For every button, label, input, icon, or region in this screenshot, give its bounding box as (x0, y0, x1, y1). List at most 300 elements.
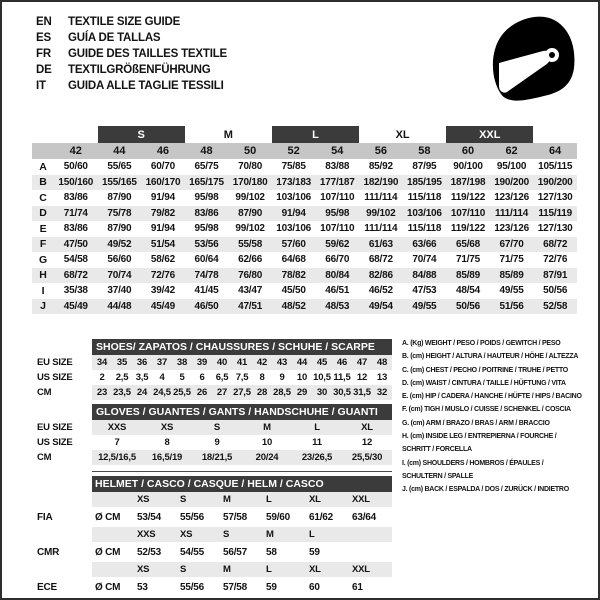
measurement-row-e (32, 221, 577, 237)
size-value: 10,5 (313, 372, 331, 383)
size-value: 103/106 (276, 192, 312, 204)
size-value: 30 (312, 385, 332, 400)
size-value: 177/187 (315, 175, 359, 191)
size-number: 42 (54, 143, 98, 159)
legend-item: SCHULTERN / SPALLE (402, 472, 474, 480)
size-number: 64 (533, 143, 577, 159)
legend-item: B. (cm) HEIGHT / ALTURA / HAUTEUR / HÖHE / ALTEZZA (402, 353, 579, 361)
size-value: 46 (332, 355, 352, 370)
size-value: 9 (214, 437, 220, 448)
helmet-size-value: 59/60 (266, 511, 291, 523)
language-title: GUIDA ALLE TAGLIE TESSILI (68, 80, 224, 92)
size-value: 16,5/19 (142, 450, 192, 465)
helmet-sizes-row (37, 527, 392, 542)
size-value: 46/52 (368, 285, 393, 297)
size-value: 99/102 (359, 206, 403, 222)
helmet-size-label: XXS (134, 527, 177, 542)
size-value: 80/84 (315, 268, 359, 284)
size-value: 127/130 (537, 192, 573, 204)
helmet-size-value: 52/53 (137, 546, 162, 558)
spacer-cell (533, 126, 577, 143)
helmet-size-label: XL (306, 562, 349, 577)
size-value: 48 (372, 355, 392, 370)
helmet-size-value: 56/57 (223, 546, 248, 558)
size-value: 47 (352, 355, 372, 370)
size-number: 52 (272, 143, 316, 159)
size-value: 160/170 (141, 175, 185, 191)
size-value: 111/114 (364, 192, 398, 204)
measurement-row-i (32, 283, 577, 299)
size-value: 32 (372, 385, 392, 400)
size-value: 46/50 (185, 299, 229, 315)
size-value: 91/94 (150, 223, 175, 235)
diameter-unit: Ø CM (95, 581, 121, 593)
size-value: 28,5 (273, 387, 291, 398)
size-value: 45/50 (281, 285, 306, 297)
size-value: 83/86 (63, 223, 88, 235)
size-value: 31,5 (353, 387, 371, 398)
size-value: 53/56 (185, 237, 229, 253)
gloves-row-us (37, 435, 392, 450)
helmet-size-label: L (263, 562, 306, 577)
size-value: 45/49 (141, 299, 185, 315)
language-code: DE (36, 64, 52, 76)
size-value: 34 (92, 355, 112, 370)
size-value: 119/122 (450, 223, 486, 235)
helmet-row-ece (37, 577, 392, 597)
size-value: 62/66 (238, 254, 263, 266)
standard-label: CMR (37, 546, 60, 558)
size-number: 46 (141, 143, 185, 159)
measurement-row-f (32, 237, 577, 253)
size-value: 25,5 (173, 387, 191, 398)
helmet-icon (486, 6, 578, 110)
spacer-cell (37, 476, 92, 492)
size-value: 43 (272, 355, 292, 370)
spacer-cell (37, 527, 92, 542)
helmet-size-label: M (220, 492, 263, 507)
helmet-title-row (37, 476, 392, 492)
legend-item: D. (cm) WAIST / CINTURA / TAILLE / HÜFTUNG / VITA (402, 379, 566, 387)
gloves-row-cm (37, 450, 392, 465)
size-number: 54 (315, 143, 359, 159)
size-value: 99/102 (235, 223, 265, 235)
diameter-unit: Ø CM (95, 546, 121, 558)
visor-pivot-center (549, 52, 555, 58)
gloves-row-eu (37, 420, 392, 435)
size-value: 39 (192, 355, 212, 370)
size-value: 9 (279, 372, 285, 383)
size-value: 49/55 (403, 299, 447, 315)
helmet-size-value: 63/64 (352, 511, 377, 523)
size-group-label: M (223, 128, 233, 141)
size-group-row (32, 126, 577, 143)
size-value: 65/75 (194, 161, 219, 173)
size-value: 26 (192, 385, 212, 400)
size-value: 72/76 (141, 268, 185, 284)
size-value: 7,5 (235, 372, 249, 383)
size-value: 74/78 (185, 268, 229, 284)
size-value: 123/126 (494, 192, 529, 204)
size-value: 64/68 (281, 254, 306, 266)
helmet-title: HELMET / CASCO / CASQUE / HELM / CASCO (92, 476, 392, 492)
size-value: 67/70 (490, 237, 534, 253)
helmet-size-value: 61/62 (309, 511, 334, 523)
size-value: 36 (132, 355, 152, 370)
size-value: 25,5/30 (342, 450, 392, 465)
row-label: EU SIZE (37, 357, 73, 368)
size-value: 103/106 (403, 206, 447, 222)
size-value: 24 (132, 385, 152, 400)
size-value: 8 (164, 437, 170, 448)
helmet-row-fia (37, 507, 392, 527)
size-value: 60/64 (194, 254, 219, 266)
helmet-size-value: 59 (309, 546, 320, 558)
shoes-title: SHOES/ ZAPATOS / CHAUSSURES / SCHUHE / SCARPE (92, 339, 392, 355)
spacer-cell (37, 562, 92, 577)
language-row (36, 62, 227, 78)
size-value: 12 (356, 372, 368, 383)
size-value: 83/88 (325, 161, 350, 173)
size-value: 11,5 (333, 372, 351, 383)
size-value: 42 (252, 355, 272, 370)
size-value: 78/82 (272, 268, 316, 284)
row-letter: I (41, 284, 45, 297)
size-value: 10 (296, 372, 308, 383)
size-value: 115/119 (533, 206, 577, 222)
shoes-row-cm (37, 385, 392, 400)
size-value: 71/74 (54, 206, 98, 222)
helmet-size-label: M (220, 562, 263, 577)
size-value: 51/54 (141, 237, 185, 253)
helmet-size-label: S (220, 527, 263, 542)
size-value: 61/63 (359, 237, 403, 253)
size-value: 71/75 (499, 254, 524, 266)
size-value: 27 (212, 385, 232, 400)
spacer-cell (37, 492, 92, 507)
size-value: 47/50 (54, 237, 98, 253)
size-value: 54/58 (63, 254, 88, 266)
size-value: 70/74 (412, 254, 437, 266)
shoes-row-us (37, 370, 392, 385)
standard-label: FIA (37, 511, 53, 523)
size-value: 105/115 (538, 161, 573, 173)
size-value: 55/65 (107, 161, 132, 173)
row-letter: J (32, 299, 54, 315)
spacer-cell (32, 143, 54, 159)
spacer-cell (37, 339, 92, 355)
size-value: 37/40 (107, 285, 132, 297)
helmet-size-label: S (177, 562, 220, 577)
row-label: CM (37, 387, 52, 398)
helmet-size-value: 61 (352, 581, 363, 593)
size-value: 23 (92, 385, 112, 400)
size-value: 63/66 (403, 237, 447, 253)
size-value: 41/45 (194, 285, 219, 297)
legend-item: I. (cm) SHOULDERS / HOMBROS / ÉPAULES / (402, 459, 544, 467)
language-code: EN (36, 16, 52, 28)
size-value: 5 (179, 372, 185, 383)
size-value: 165/175 (185, 175, 229, 191)
size-value: XXS (92, 420, 142, 435)
size-value: 119/122 (450, 192, 486, 204)
size-value: S (192, 420, 242, 435)
size-value: 82/86 (359, 268, 403, 284)
helmet-size-label: XL (306, 492, 349, 507)
row-letter: E (39, 222, 47, 235)
size-value: 83/86 (185, 206, 229, 222)
size-number: 50 (228, 143, 272, 159)
size-value: 107/110 (320, 192, 355, 204)
size-value: 107/110 (446, 206, 490, 222)
size-number: 62 (490, 143, 534, 159)
size-value: 68/72 (54, 268, 98, 284)
measurement-row-h (32, 268, 577, 284)
size-value: 37 (152, 355, 172, 370)
measurement-row-c (32, 190, 577, 206)
size-value: 66/70 (325, 254, 350, 266)
size-value: 45/49 (54, 299, 98, 315)
helmet-size-value (349, 542, 392, 562)
row-letter: D (32, 206, 54, 222)
size-number: 58 (403, 143, 447, 159)
spacer-cell (92, 492, 134, 507)
size-value: 87/90 (107, 223, 132, 235)
helmet-size-label: S (177, 492, 220, 507)
size-value: 18/21,5 (192, 450, 242, 465)
size-value: 75/85 (281, 161, 306, 173)
helmet-size-value: 54/55 (180, 546, 205, 558)
size-value: 44 (292, 355, 312, 370)
size-value: 91/94 (272, 206, 316, 222)
size-value: 99/102 (235, 192, 265, 204)
size-value: 85/92 (368, 161, 393, 173)
language-code: FR (36, 48, 51, 60)
size-value: 87/95 (412, 161, 437, 173)
size-value: 4 (159, 372, 165, 383)
size-value: 47/51 (228, 299, 272, 315)
size-value: 2,5 (115, 372, 129, 383)
size-value: 2 (99, 372, 105, 383)
language-title: GUÍA DE TALLAS (68, 32, 161, 44)
shoes-title-row (37, 339, 392, 355)
size-value: 185/195 (403, 175, 447, 191)
helmet-size-value: 53 (137, 581, 148, 593)
helmet-size-label: XS (177, 527, 220, 542)
size-value: XS (142, 420, 192, 435)
language-title: GUIDE DES TAILLES TEXTILE (68, 48, 227, 60)
size-value: M (242, 420, 292, 435)
helmet-size-label: XS (134, 492, 177, 507)
size-value: 55/58 (228, 237, 272, 253)
helmet-size-value: 59 (266, 581, 277, 593)
size-value: 190/200 (490, 175, 534, 191)
row-label: US SIZE (37, 372, 73, 383)
size-value: 83/86 (63, 192, 88, 204)
size-value: 50/60 (63, 161, 88, 173)
size-value: 95/98 (194, 223, 219, 235)
size-value: 51/56 (490, 299, 534, 315)
size-value: 95/98 (315, 206, 359, 222)
helmet-size-label: XXL (349, 492, 392, 507)
size-group-label: L (272, 126, 359, 143)
size-value: 111/114 (490, 206, 534, 222)
size-value: 87/90 (107, 192, 132, 204)
row-letter: H (32, 268, 54, 284)
size-value: 87/91 (533, 268, 577, 284)
gloves-title-row (37, 404, 392, 420)
size-number-row (32, 143, 577, 159)
size-value: 10 (261, 437, 273, 448)
measurement-legend (402, 337, 592, 497)
size-value: 50/56 (446, 299, 490, 315)
size-value: 47/53 (412, 285, 437, 297)
size-value: 3,5 (135, 372, 149, 383)
size-value: 12 (361, 437, 373, 448)
legend-item: G. (cm) ARM / BRAZO / BRAS / ARM / BRACCIO (402, 419, 550, 427)
legend-item: C. (cm) CHEST / PECHO / POITRINE / TRUHE / PETTO (402, 366, 569, 374)
measurement-row-d (32, 206, 577, 222)
size-value: 6,5 (215, 372, 229, 383)
language-title-block (36, 14, 227, 94)
gloves-size-table (37, 404, 392, 465)
size-value: 50/56 (543, 285, 568, 297)
language-title: TEXTILGRÖßENFÜHRUNG (68, 64, 211, 76)
size-value: 58/62 (150, 254, 175, 266)
size-value: 85/89 (446, 268, 490, 284)
shoes-row-eu (37, 355, 392, 370)
size-value: 23,5 (113, 387, 131, 398)
measurement-row-j (32, 299, 577, 315)
diameter-unit: Ø CM (95, 511, 121, 523)
size-value: 7 (114, 437, 120, 448)
size-value: 70/80 (238, 161, 263, 173)
size-value: 123/126 (494, 223, 529, 235)
size-value: 59/62 (315, 237, 359, 253)
size-value: 155/165 (98, 175, 142, 191)
legend-item: H. (cm) INSIDE LEG / ENTREPIERNA / FOURCHE / (402, 433, 557, 441)
size-value: 173/183 (272, 175, 316, 191)
size-group-label: S (98, 126, 185, 143)
row-label: EU SIZE (37, 422, 73, 433)
size-value: 48/52 (272, 299, 316, 315)
size-value: 72/76 (543, 254, 568, 266)
size-value: 35/38 (63, 285, 88, 297)
helmet-size-value: 60 (309, 581, 320, 593)
size-value: L (292, 420, 342, 435)
helmet-size-value: 55/56 (180, 511, 205, 523)
size-value: 39/42 (150, 285, 175, 297)
row-letter: F (32, 237, 54, 253)
language-row (36, 78, 227, 94)
size-value: 52/58 (533, 299, 577, 315)
size-value: 40 (212, 355, 232, 370)
size-value: 23/26,5 (292, 450, 342, 465)
row-letter: G (39, 253, 47, 266)
size-value: 70/74 (98, 268, 142, 284)
size-value: 49/52 (98, 237, 142, 253)
row-letter: A (39, 160, 47, 173)
row-letter: C (39, 191, 47, 204)
helmet-size-value: 53/54 (137, 511, 162, 523)
size-value: 12,5/16,5 (92, 450, 142, 465)
size-value: 46/51 (325, 285, 350, 297)
helmet-size-label: L (306, 527, 349, 542)
size-value: 8 (259, 372, 265, 383)
size-value: 95/98 (194, 192, 219, 204)
helmet-size-table (37, 476, 392, 597)
helmet-size-value: 58 (266, 546, 277, 558)
size-value: 85/89 (490, 268, 534, 284)
gloves-divider-line (92, 471, 392, 472)
size-value: 45 (312, 355, 332, 370)
size-value: 90/100 (453, 161, 483, 173)
language-code: IT (36, 80, 46, 92)
size-value: 48/53 (315, 299, 359, 315)
helmet-sizes-row (37, 562, 392, 577)
size-value: 75/78 (98, 206, 142, 222)
size-value: 68/72 (368, 254, 393, 266)
size-value: 182/190 (359, 175, 403, 191)
legend-item: F. (cm) TIGH / MUSLO / CUISSE / SCHENKEL / COSCIA (402, 406, 571, 414)
size-value: 35 (112, 355, 132, 370)
size-value: 71/75 (455, 254, 480, 266)
spacer-cell (32, 126, 98, 143)
helmet-size-label: L (263, 492, 306, 507)
gloves-title: GLOVES / GUANTES / GANTS / HANDSCHUHE / GUANTI (92, 404, 392, 420)
size-value: XL (342, 420, 392, 435)
size-value: 41 (232, 355, 252, 370)
size-value: 38 (172, 355, 192, 370)
helmet-size-label (349, 527, 392, 542)
size-value: 44/48 (98, 299, 142, 315)
row-label: CM (37, 452, 52, 463)
language-row (36, 14, 227, 30)
helmet-sizes-row (37, 492, 392, 507)
language-code: ES (36, 32, 51, 44)
size-value: 76/80 (228, 268, 272, 284)
size-value: 87/90 (228, 206, 272, 222)
size-value: 68/72 (533, 237, 577, 253)
size-value: 79/82 (141, 206, 185, 222)
textile-size-table (32, 126, 577, 314)
measurement-row-a (32, 159, 577, 175)
helmet-row-cmr (37, 542, 392, 562)
size-value: 65/68 (446, 237, 490, 253)
language-row (36, 30, 227, 46)
size-value: 84/88 (403, 268, 447, 284)
size-value: 107/110 (320, 223, 355, 235)
language-title: TEXTILE SIZE GUIDE (68, 16, 181, 28)
row-letter: B (32, 175, 54, 191)
size-value: 13 (376, 372, 388, 383)
size-value: 115/118 (407, 223, 442, 235)
size-value: 60/70 (150, 161, 175, 173)
size-value: 24,5 (153, 387, 171, 398)
legend-item: E. (cm) HIP / CADERA / HANCHE / HÜFTE / HIPS / BACINO (402, 393, 582, 401)
size-group-label: XL (395, 128, 410, 141)
language-row (36, 46, 227, 62)
size-value: 48/54 (455, 285, 480, 297)
size-value: 150/160 (54, 175, 98, 191)
spacer-cell (92, 527, 134, 542)
size-value: 56/60 (107, 254, 132, 266)
helmet-size-label: M (263, 527, 306, 542)
size-number: 48 (185, 143, 229, 159)
row-label: US SIZE (37, 437, 73, 448)
helmet-size-label: XXL (349, 562, 392, 577)
size-value: 49/54 (359, 299, 403, 315)
